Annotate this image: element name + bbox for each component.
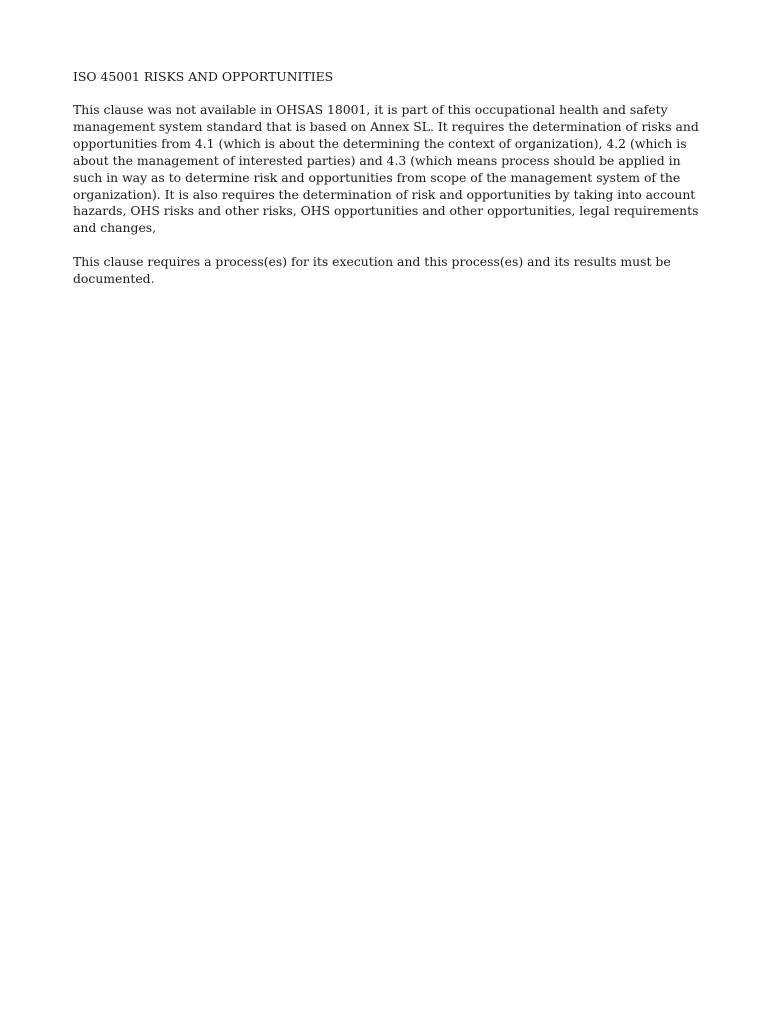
paragraph-line: This clause was not available in OHSAS 18001, it is part of this occupational health and safety xyxy=(73,102,668,117)
paragraph-line: such in way as to determine risk and opportunities from scope of the management system of the xyxy=(73,169,681,185)
paragraph-process-documentation xyxy=(73,254,693,288)
paragraph-line: management system standard that is based on Annex SL. It requires the determination of risks and xyxy=(73,118,699,134)
paragraph-line: about the management of interested parties) and 4.3 (which means process should be applied in xyxy=(73,152,681,168)
paragraph-line: organization). It is also requires the determination of risk and opportunities by taking into account xyxy=(73,186,696,202)
paragraph-line: opportunities from 4.1 (which is about the determining the context of organization), 4.2 (which is xyxy=(73,135,687,151)
paragraph-line: hazards, OHS risks and other risks, OHS opportunities and other opportunities, legal requirements xyxy=(73,203,699,219)
paragraph-line: and changes, xyxy=(73,220,157,236)
document-title: ISO 45001 RISKS AND OPPORTUNITIES xyxy=(73,69,334,84)
paragraph-line: documented. xyxy=(73,271,155,287)
paragraph-risks-opportunities xyxy=(73,102,699,237)
document-body xyxy=(73,68,699,305)
paragraph-line: This clause requires a process(es) for its execution and this process(es) and its results must be xyxy=(73,254,671,270)
